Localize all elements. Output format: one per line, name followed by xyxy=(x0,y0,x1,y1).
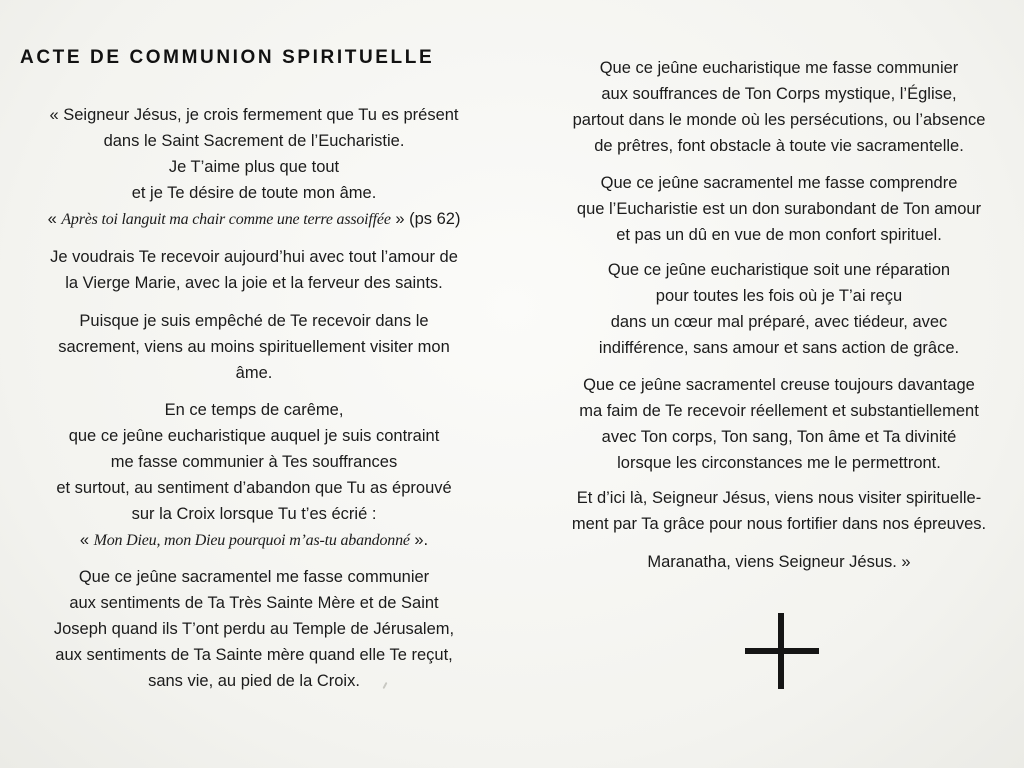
text-line: ma faim de Te recevoir réellement et substantiellement xyxy=(579,402,979,420)
text-line: En ce temps de carême, xyxy=(164,401,344,419)
text-line: dans un cœur mal préparé, avec tiédeur, avec xyxy=(610,313,948,331)
text-line: Et d’ici là, Seigneur Jésus, viens nous visiter spirituelle- xyxy=(576,489,982,507)
left-paragraph-3 xyxy=(12,308,496,386)
left-column xyxy=(12,0,496,768)
text-line: et surtout, au sentiment d’abandon que Tu as éprouvé xyxy=(56,479,452,497)
text-line: lorsque les circonstances me le permettront. xyxy=(617,454,941,472)
text-line: et je Te désire de toute mon âme. xyxy=(131,184,377,202)
text-line: et pas un dû en vue de mon confort spirituel. xyxy=(616,226,942,244)
text-line: Que ce jeûne eucharistique soit une réparation xyxy=(607,261,951,279)
text-line: « Seigneur Jésus, je crois fermement que Tu es présent xyxy=(49,106,459,124)
text-line: sans vie, au pied de la Croix. xyxy=(148,672,360,690)
cross-quote: Mon Dieu, mon Dieu pourquoi m’as-tu abandonné xyxy=(93,532,410,549)
text-line: Que ce jeûne sacramentel me fasse communier xyxy=(78,568,430,586)
text-line: de prêtres, font obstacle à toute vie sacramentelle. xyxy=(594,137,964,155)
psalm-quote-line xyxy=(12,206,496,233)
text-line: Je voudrais Te recevoir aujourd’hui avec tout l’amour de xyxy=(50,248,458,266)
psalm-quote-line xyxy=(12,527,496,554)
quote-close: » (ps 62) xyxy=(390,210,461,228)
text-line: indifférence, sans amour et sans action de grâce. xyxy=(598,339,960,357)
psalm-quote: Après toi languit ma chair comme une terre assoiffée xyxy=(61,211,391,228)
text-line: me fasse communier à Tes souffrances xyxy=(110,453,398,471)
text-line: aux sentiments de Ta Très Sainte Mère et de Saint xyxy=(69,594,439,612)
right-paragraph-6 xyxy=(542,549,1016,575)
cross-horizontal-bar xyxy=(745,648,819,654)
left-paragraph-1 xyxy=(12,102,496,233)
text-line: ment par Ta grâce pour nous fortifier dans nos épreuves. xyxy=(571,515,987,533)
text-line: Que ce jeûne sacramentel creuse toujours davantage xyxy=(583,376,975,394)
text-line: que ce jeûne eucharistique auquel je suis contraint xyxy=(68,427,440,445)
text-line: sur la Croix lorsque Tu t’es écrié : xyxy=(131,505,377,523)
text-line: que l’Eucharistie est un don surabondant de Ton amour xyxy=(576,200,982,218)
quote-close: ». xyxy=(409,531,429,549)
right-paragraph-4 xyxy=(542,372,1016,476)
right-paragraph-5 xyxy=(542,485,1016,537)
text-line: Puisque je suis empêché de Te recevoir dans le xyxy=(79,312,429,330)
text-line: sacrement, viens au moins spirituellement visiter mon xyxy=(58,338,450,356)
text-line: aux sentiments de Ta Sainte mère quand elle Te reçut, xyxy=(55,646,453,664)
text-line: Que ce jeûne sacramentel me fasse comprendre xyxy=(600,174,958,192)
right-paragraph-1 xyxy=(542,55,1016,159)
left-paragraph-5 xyxy=(12,564,496,694)
text-line: pour toutes les fois où je T’ai reçu xyxy=(655,287,903,305)
text-line: âme. xyxy=(235,364,273,382)
text-line: Joseph quand ils T’ont perdu au Temple de Jérusalem, xyxy=(53,620,455,638)
text-line: avec Ton corps, Ton sang, Ton âme et Ta divinité xyxy=(601,428,957,446)
closing-line: Maranatha, viens Seigneur Jésus. » xyxy=(647,553,911,571)
quote-open: « xyxy=(47,210,62,228)
right-paragraph-3 xyxy=(542,257,1016,361)
left-paragraph-4 xyxy=(12,397,496,554)
text-line: Que ce jeûne eucharistique me fasse communier xyxy=(599,59,959,77)
text-line: la Vierge Marie, avec la joie et la ferveur des saints. xyxy=(65,274,443,292)
text-line: partout dans le monde où les persécutions, ou l’absence xyxy=(572,111,986,129)
right-paragraph-2 xyxy=(542,170,1016,248)
quote-open: « xyxy=(79,531,94,549)
text-line: Je T’aime plus que tout xyxy=(168,158,340,176)
text-line: aux souffrances de Ton Corps mystique, l’Église, xyxy=(601,85,957,103)
page-title: ACTE DE COMMUNION SPIRITUELLE xyxy=(20,47,435,68)
text-line: dans le Saint Sacrement de l’Eucharistie. xyxy=(103,132,405,150)
left-paragraph-2 xyxy=(12,244,496,296)
cross-icon xyxy=(745,613,819,689)
